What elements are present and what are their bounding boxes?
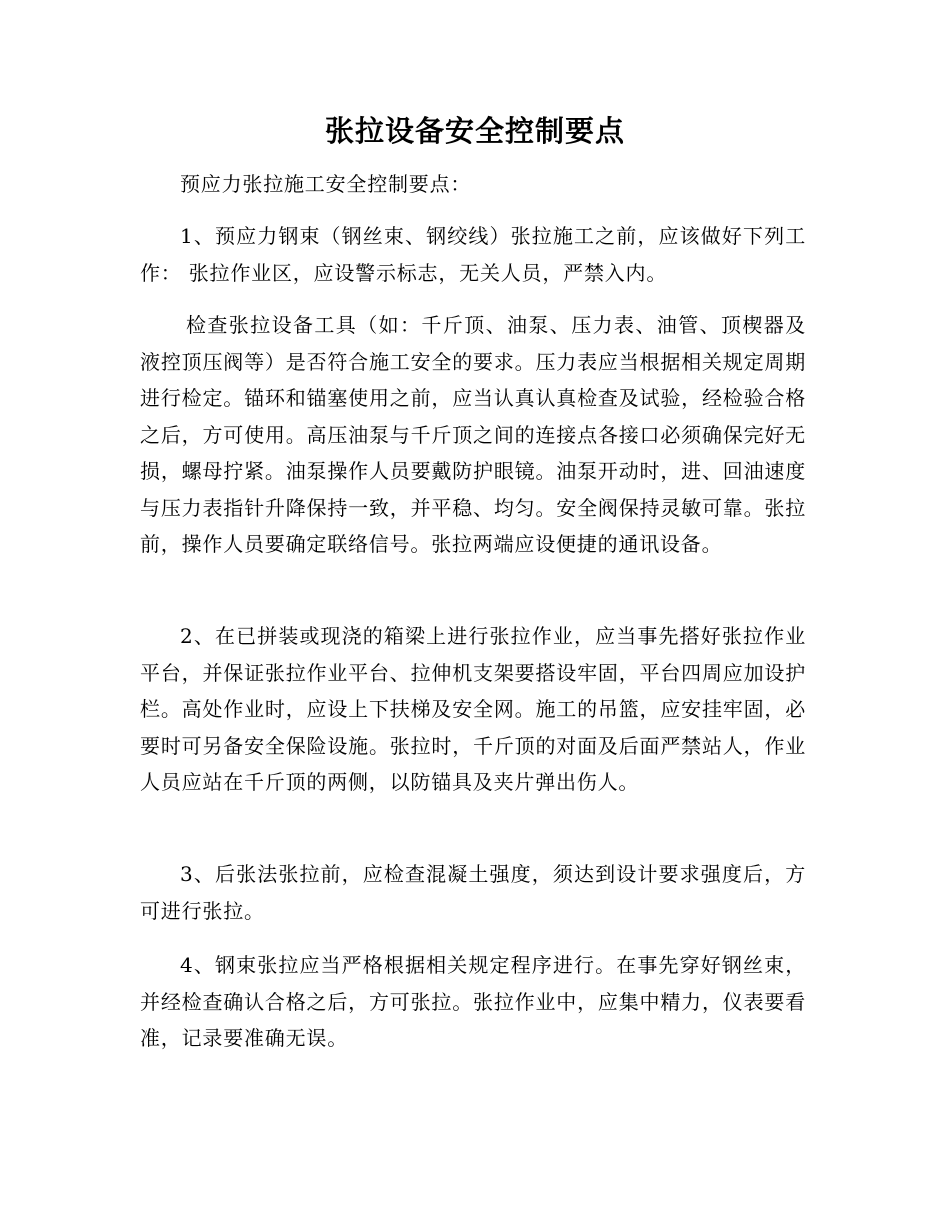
item-3-paragraph: 3、后张法张拉前，应检查混凝土强度，须达到设计要求强度后，方可进行张拉。 <box>140 862 806 923</box>
item-1-detail-paragraph: 检查张拉设备工具（如：千斤顶、油泵、压力表、油管、顶楔器及液控顶压阀等）是否符合施工安全的要求。压力表应当根据相关规定周期进行检定。锚环和锚塞使用之前，应当认真认真检查及试验，经检验合格之后，方可使用。高压油泵与千斤顶之间的连接点各接口必须确保完好无损，螺母拧紧。油泵操作人员要戴防护眼镜。油泵开动时，进、回油速度与压力表指针升降保持一致，并平稳、均匀。安全阀保持灵敏可靠。张拉前，操作人员要确定联络信号。张拉两端应设便捷的通讯设备。 <box>140 313 806 556</box>
document-title: 张拉设备安全控制要点 <box>324 114 625 148</box>
item-1-paragraph: 1、预应力钢束（钢丝束、钢绞线）张拉施工之前，应该做好下列工作： 张拉作业区，应设警示标志，无关人员，严禁入内。 <box>140 224 806 285</box>
intro-paragraph: 预应力张拉施工安全控制要点： <box>180 172 472 196</box>
item-4-paragraph: 4、钢束张拉应当严格根据相关规定程序进行。在事先穿好钢丝束，并经检查确认合格之后，方可张拉。张拉作业中，应集中精力，仪表要看准，记录要准确无误。 <box>140 953 806 1050</box>
item-2-paragraph: 2、在已拼装或现浇的箱梁上进行张拉作业，应当事先搭好张拉作业平台，并保证张拉作业平台、拉伸机支架要搭设牢固，平台四周应加设护栏。高处作业时，应设上下扶梯及安全网。施工的吊篮，应安挂牢固，必要时可另备安全保险设施。张拉时，千斤顶的对面及后面严禁站人，作业人员应站在千斤顶的两侧，以防锚具及夹片弹出伤人。 <box>140 624 806 794</box>
